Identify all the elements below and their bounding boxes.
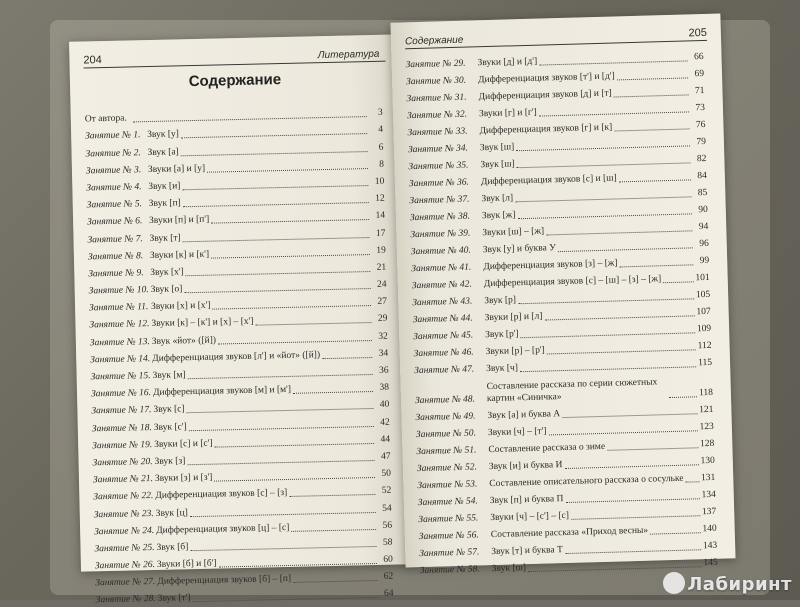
toc-entry-title: Звук [и] — [148, 181, 181, 192]
toc-entry-label: Занятие № 26. — [94, 560, 156, 572]
toc-entry-title: Звуки [с] и [с'] — [154, 438, 213, 450]
toc-entry-title: Звук [ш] — [480, 159, 515, 171]
toc-entry-label: Занятие № 55. — [418, 513, 479, 526]
toc-entry-label: Занятие № 3. — [85, 164, 142, 177]
toc-entry-page: 105 — [695, 289, 711, 301]
toc-entry-title: Дифференциация звуков [с] – [ш] – [з] – [ж] — [483, 274, 662, 290]
toc-entry-page: 32 — [378, 331, 388, 342]
toc-list-left — [85, 102, 394, 607]
toc-entry-title: Дифференциация звуков [м] и [м'] — [152, 385, 292, 399]
toc-entry-label: Занятие № 11. — [88, 302, 149, 314]
toc-entry-title: Звук [т'] — [157, 593, 191, 605]
toc-entry-title: Звуки [р] и [л] — [484, 311, 543, 324]
toc-entry-label: Занятие № 28. — [95, 594, 156, 606]
toc-entry-page: 84 — [697, 170, 707, 182]
toc-entry-page: 4 — [378, 125, 384, 136]
toc-entry-label: Занятие № 44. — [412, 313, 473, 326]
toc-entry-page: 71 — [694, 85, 705, 97]
toc-entry-title: Звук «йот» ([й]) — [151, 335, 217, 347]
right-page — [390, 13, 735, 577]
toc-entry-page: 42 — [380, 417, 390, 428]
toc-dot-leader — [322, 357, 372, 359]
toc-entry-label: Занятие № 25. — [94, 542, 155, 555]
toc-entry-page: 85 — [697, 187, 708, 199]
toc-entry-page: 64 — [384, 589, 394, 600]
toc-entry-title: Звук [р'] — [485, 329, 519, 341]
toc-entry-label: Занятие № 52. — [416, 462, 478, 475]
labirint-logo-icon — [663, 572, 685, 594]
toc-entry-page: 3 — [377, 107, 383, 119]
toc-entry-page: 66 — [693, 51, 704, 63]
toc-entry-title: Звуки [з] и [з'] — [154, 472, 213, 485]
toc-entry-title: Дифференциация звуков [т'] и [д'] — [477, 71, 615, 86]
toc-entry-label: Занятие № 19. — [92, 439, 153, 452]
toc-entry-page: 8 — [379, 159, 385, 170]
toc-entry-title: Звуки [п] и [п'] — [149, 214, 210, 227]
left-running-title: Литература — [317, 48, 380, 62]
right-running-title: Содержание — [404, 34, 464, 48]
toc-entry-page: 112 — [697, 340, 712, 352]
toc-entry-page: 17 — [375, 228, 386, 239]
toc-entry-label: Занятие № 9. — [88, 268, 144, 280]
toc-entry-page: 143 — [702, 540, 718, 552]
toc-entry-page: 130 — [700, 455, 715, 467]
toc-entry-page: 140 — [702, 523, 717, 535]
toc-entry-label: Занятие № 1. — [85, 130, 141, 142]
toc-entry-title: Дифференциация звуков [л'] и «йот» ([й]) — [152, 350, 321, 364]
toc-entry-page: 79 — [696, 136, 707, 148]
toc-entry-page: 134 — [701, 489, 716, 501]
toc-entry-title: Составление рассказа о зиме — [488, 441, 606, 456]
toc-entry-label: Занятие № 41. — [411, 262, 472, 275]
toc-entry-label: От автора. — [84, 113, 127, 125]
toc-entry-label: Занятие № 4. — [86, 182, 142, 194]
toc-entry-page: 118 — [698, 387, 714, 399]
toc-entry-label: Занятие № 27. — [95, 577, 156, 589]
toc-entry-title: Звук [х'] — [150, 267, 184, 278]
toc-entry-label: Занятие № 8. — [87, 250, 144, 263]
toc-entry-label: Занятие № 29. — [405, 58, 466, 71]
toc-entry-label: Занятие № 7. — [87, 233, 143, 245]
toc-entry-page: 52 — [381, 485, 392, 497]
toc-entry-title: Звук [б] — [156, 542, 189, 553]
toc-entry-page: 131 — [700, 472, 716, 484]
toc-entry-label: Занятие № 46. — [413, 347, 474, 360]
toc-entry-label: Занятие № 32. — [406, 109, 468, 122]
toc-entry-page: 40 — [379, 400, 390, 411]
toc-entry-title: Звук [п] — [148, 198, 181, 210]
toc-entry-title: Звук [и] и буква И — [488, 460, 563, 473]
toc-entry-page: 38 — [379, 382, 390, 394]
toc-entry-title: Звук [л] — [481, 193, 514, 205]
toc-entry-title: Звук [м] — [152, 370, 186, 381]
left-page — [69, 34, 411, 606]
toc-dot-leader — [669, 396, 697, 398]
toc-entry-page: 76 — [695, 119, 706, 131]
toc-entry-label: Занятие № 45. — [413, 330, 474, 343]
toc-entry-title: Дифференциация звуков [з] – [ж] — [483, 258, 618, 273]
toc-entry-title: Дифференциация звуков [г] и [к] — [479, 122, 613, 137]
toc-entry-label: Занятие № 47. — [414, 364, 475, 377]
watermark-text: Лабиринт — [687, 574, 792, 595]
toc-entry-title: Звук [ж] — [481, 210, 516, 222]
toc-entry-title: Составление описательного рассказа о сосульке — [489, 473, 684, 490]
toc-entry-label: Занятие № 18. — [91, 422, 152, 434]
toc-entry-label: Занятие № 6. — [87, 216, 143, 228]
toc-entry-title: Звук [з] — [154, 456, 186, 467]
toc-entry-title: Дифференциация звуков [с] – [з] — [155, 488, 288, 502]
toc-entry-label: Занятие № 12. — [89, 319, 150, 331]
toc-entry-label: Занятие № 36. — [408, 177, 470, 190]
toc-entry-page: 6 — [378, 142, 384, 153]
toc-entry-title: Дифференциация звуков [б] – [п] — [157, 574, 292, 588]
toc-entry-title: Звук [с] — [153, 404, 185, 416]
toc-entry-title: Звуки [ш] – [ж] — [482, 226, 545, 239]
toc-title: Содержание — [188, 71, 282, 91]
toc-entry-page: 137 — [701, 506, 717, 518]
toc-entry-label: Занятие № 39. — [410, 228, 471, 241]
toc-entry-page: 54 — [382, 503, 392, 514]
toc-entry-label: Занятие № 23. — [93, 508, 154, 520]
toc-entry-label: Занятие № 58. — [419, 564, 480, 577]
toc-entry-label: Занятие № 51. — [416, 445, 477, 458]
toc-dot-leader — [686, 481, 700, 482]
toc-entry-page: 107 — [696, 306, 711, 318]
toc-entry-label: Занятие № 33. — [407, 126, 468, 139]
toc-entry-label: Занятие № 37. — [409, 194, 470, 207]
toc-entry-label: Занятие № 43. — [412, 296, 473, 309]
toc-entry-page: 50 — [381, 468, 392, 479]
toc-entry-page: 82 — [696, 153, 707, 165]
toc-entry-label: Занятие № 50. — [415, 428, 477, 441]
toc-entry-page: 121 — [699, 404, 714, 416]
toc-entry-title: Звук [п] и буква П — [489, 494, 564, 507]
toc-entry-label: Занятие № 48. — [414, 394, 476, 407]
toc-entry-title: Звук [с'] — [153, 421, 187, 433]
toc-entry-page: 21 — [376, 262, 387, 273]
toc-entry-label: Занятие № 15. — [90, 371, 151, 383]
right-page-number: 205 — [688, 26, 708, 40]
toc-entry-title: Звук [у] — [147, 129, 180, 141]
toc-entry-page: 24 — [377, 279, 387, 290]
toc-entry-label: Занятие № 31. — [406, 92, 467, 105]
toc-entry-title: Составление рассказа по серии сюжетных картин «Синичка» — [486, 377, 658, 405]
toc-entry-title: Звуки [а] и [у] — [147, 163, 206, 175]
toc-entry-page: 69 — [694, 68, 705, 80]
toc-entry-label: Занятие № 30. — [405, 75, 467, 88]
toc-entry-label: Занятие № 56. — [418, 530, 479, 543]
toc-entry-page: 62 — [383, 571, 394, 583]
toc-entry-title: Звук [ш] — [491, 563, 527, 575]
toc-entry-page: 29 — [377, 314, 388, 325]
toc-entry-page: 145 — [703, 557, 718, 569]
toc-entry-title: Звуки [к] и [к'] — [149, 249, 210, 261]
toc-entry-title: Звуки [ч] – [с'] – [с] — [490, 510, 570, 524]
toc-entry-page: 90 — [698, 204, 708, 216]
toc-entry-label: Занятие № 34. — [407, 143, 469, 156]
toc-entry-page: 101 — [695, 272, 710, 284]
toc-entry-label: Занятие № 10. — [88, 285, 149, 297]
toc-entry-page: 36 — [378, 365, 389, 376]
toc-entry-title: Звуки [б] и [б'] — [156, 558, 217, 571]
toc-entry-label: Занятие № 40. — [410, 245, 471, 258]
toc-entry-page: 123 — [699, 421, 715, 433]
toc-list-right — [405, 46, 717, 577]
toc-entry-title: Звуки [д] и [д'] — [477, 56, 538, 69]
toc-entry-label: Занятие № 14. — [90, 353, 151, 366]
toc-entry-page: 60 — [383, 554, 393, 565]
toc-entry-label: Занятие № 2. — [85, 147, 141, 160]
toc-dot-leader — [650, 532, 700, 534]
right-page-header — [405, 26, 707, 49]
toc-entry-title: Звук [т] — [149, 232, 181, 244]
toc-entry-label: Занятие № 54. — [417, 496, 478, 509]
toc-entry-label: Занятие № 24. — [94, 525, 155, 538]
toc-entry-title: Звук [ш] — [479, 142, 515, 154]
toc-entry-page: 109 — [696, 323, 712, 335]
toc-entry-page: 47 — [380, 451, 391, 462]
toc-entry-page: 10 — [374, 176, 385, 187]
toc-entry-title: Звуки [х] и [х'] — [150, 300, 211, 313]
toc-entry-label: Занятие № 49. — [415, 411, 476, 424]
toc-entry-label: Занятие № 17. — [91, 405, 152, 417]
toc-entry-page: 73 — [695, 102, 706, 114]
toc-entry-title: Звуки [р] – [р'] — [485, 345, 545, 358]
toc-entry-page: 128 — [699, 438, 715, 450]
toc-entry-page: 94 — [698, 221, 709, 233]
toc-entry-label: Занятие № 38. — [409, 211, 471, 224]
toc-entry-label: Занятие № 22. — [93, 491, 154, 503]
toc-entry-title: Звук [а] — [147, 146, 179, 158]
toc-entry-label: Занятие № 20. — [92, 456, 153, 469]
toc-entry-title: Звуки [г] и [г'] — [478, 107, 537, 120]
toc-entry-page: 99 — [699, 255, 710, 267]
toc-entry-page: 14 — [375, 211, 386, 222]
toc-entry-title: Дифференциация звуков [д] и [т] — [478, 88, 612, 103]
toc-entry-page: 19 — [376, 245, 386, 256]
toc-dot-leader — [663, 281, 693, 283]
toc-entry-title: Звук [ч] — [486, 363, 519, 375]
toc-entry-page: 58 — [382, 537, 393, 548]
toc-entry-title: Звуки [к] – [к'] и [х] – [х'] — [151, 317, 254, 330]
toc-entry-label: Занятие № 35. — [408, 160, 469, 173]
toc-entry-page: 12 — [375, 193, 385, 205]
toc-entry-label: Занятие № 13. — [89, 336, 150, 349]
toc-entry-label: Занятие № 16. — [90, 388, 152, 400]
toc-entry-title: Дифференциация звуков [с] и [ш] — [480, 173, 617, 188]
left-page-header — [83, 47, 385, 69]
toc-entry-page: 34 — [378, 348, 389, 359]
toc-entry-title: Звук [р] — [484, 295, 517, 307]
watermark — [663, 574, 792, 596]
toc-entry-page: 96 — [699, 238, 709, 250]
toc-entry-label: Занятие № 53. — [417, 479, 478, 492]
toc-entry-label: Занятие № 57. — [419, 547, 480, 560]
toc-entry-page: 56 — [382, 520, 393, 531]
toc-entry-title: Дифференциация звуков [ц] – [с] — [156, 522, 290, 536]
toc-entry-title: Звук [у] и буква У — [482, 243, 557, 256]
toc-entry-title: Звук [ц] — [155, 507, 188, 519]
toc-entry-label: Занятие № 42. — [411, 279, 472, 292]
toc-entry-label: Занятие № 21. — [92, 474, 154, 486]
toc-entry-title: Звук [а] и буква А — [487, 409, 561, 422]
toc-entry-page: 115 — [698, 357, 713, 369]
toc-entry-title: Звуки [ч] – [т'] — [487, 426, 547, 439]
toc-entry-title: Составление рассказа «Приход весны» — [490, 525, 649, 541]
toc-entry-title: Звук [т] и буква Т — [491, 545, 563, 558]
toc-entry-page: 44 — [380, 434, 391, 445]
toc-entry-title: Звук [о] — [150, 284, 183, 296]
left-page-number: 204 — [83, 54, 102, 67]
toc-entry-label: Занятие № 5. — [86, 199, 143, 211]
toc-entry-page: 27 — [377, 296, 388, 308]
